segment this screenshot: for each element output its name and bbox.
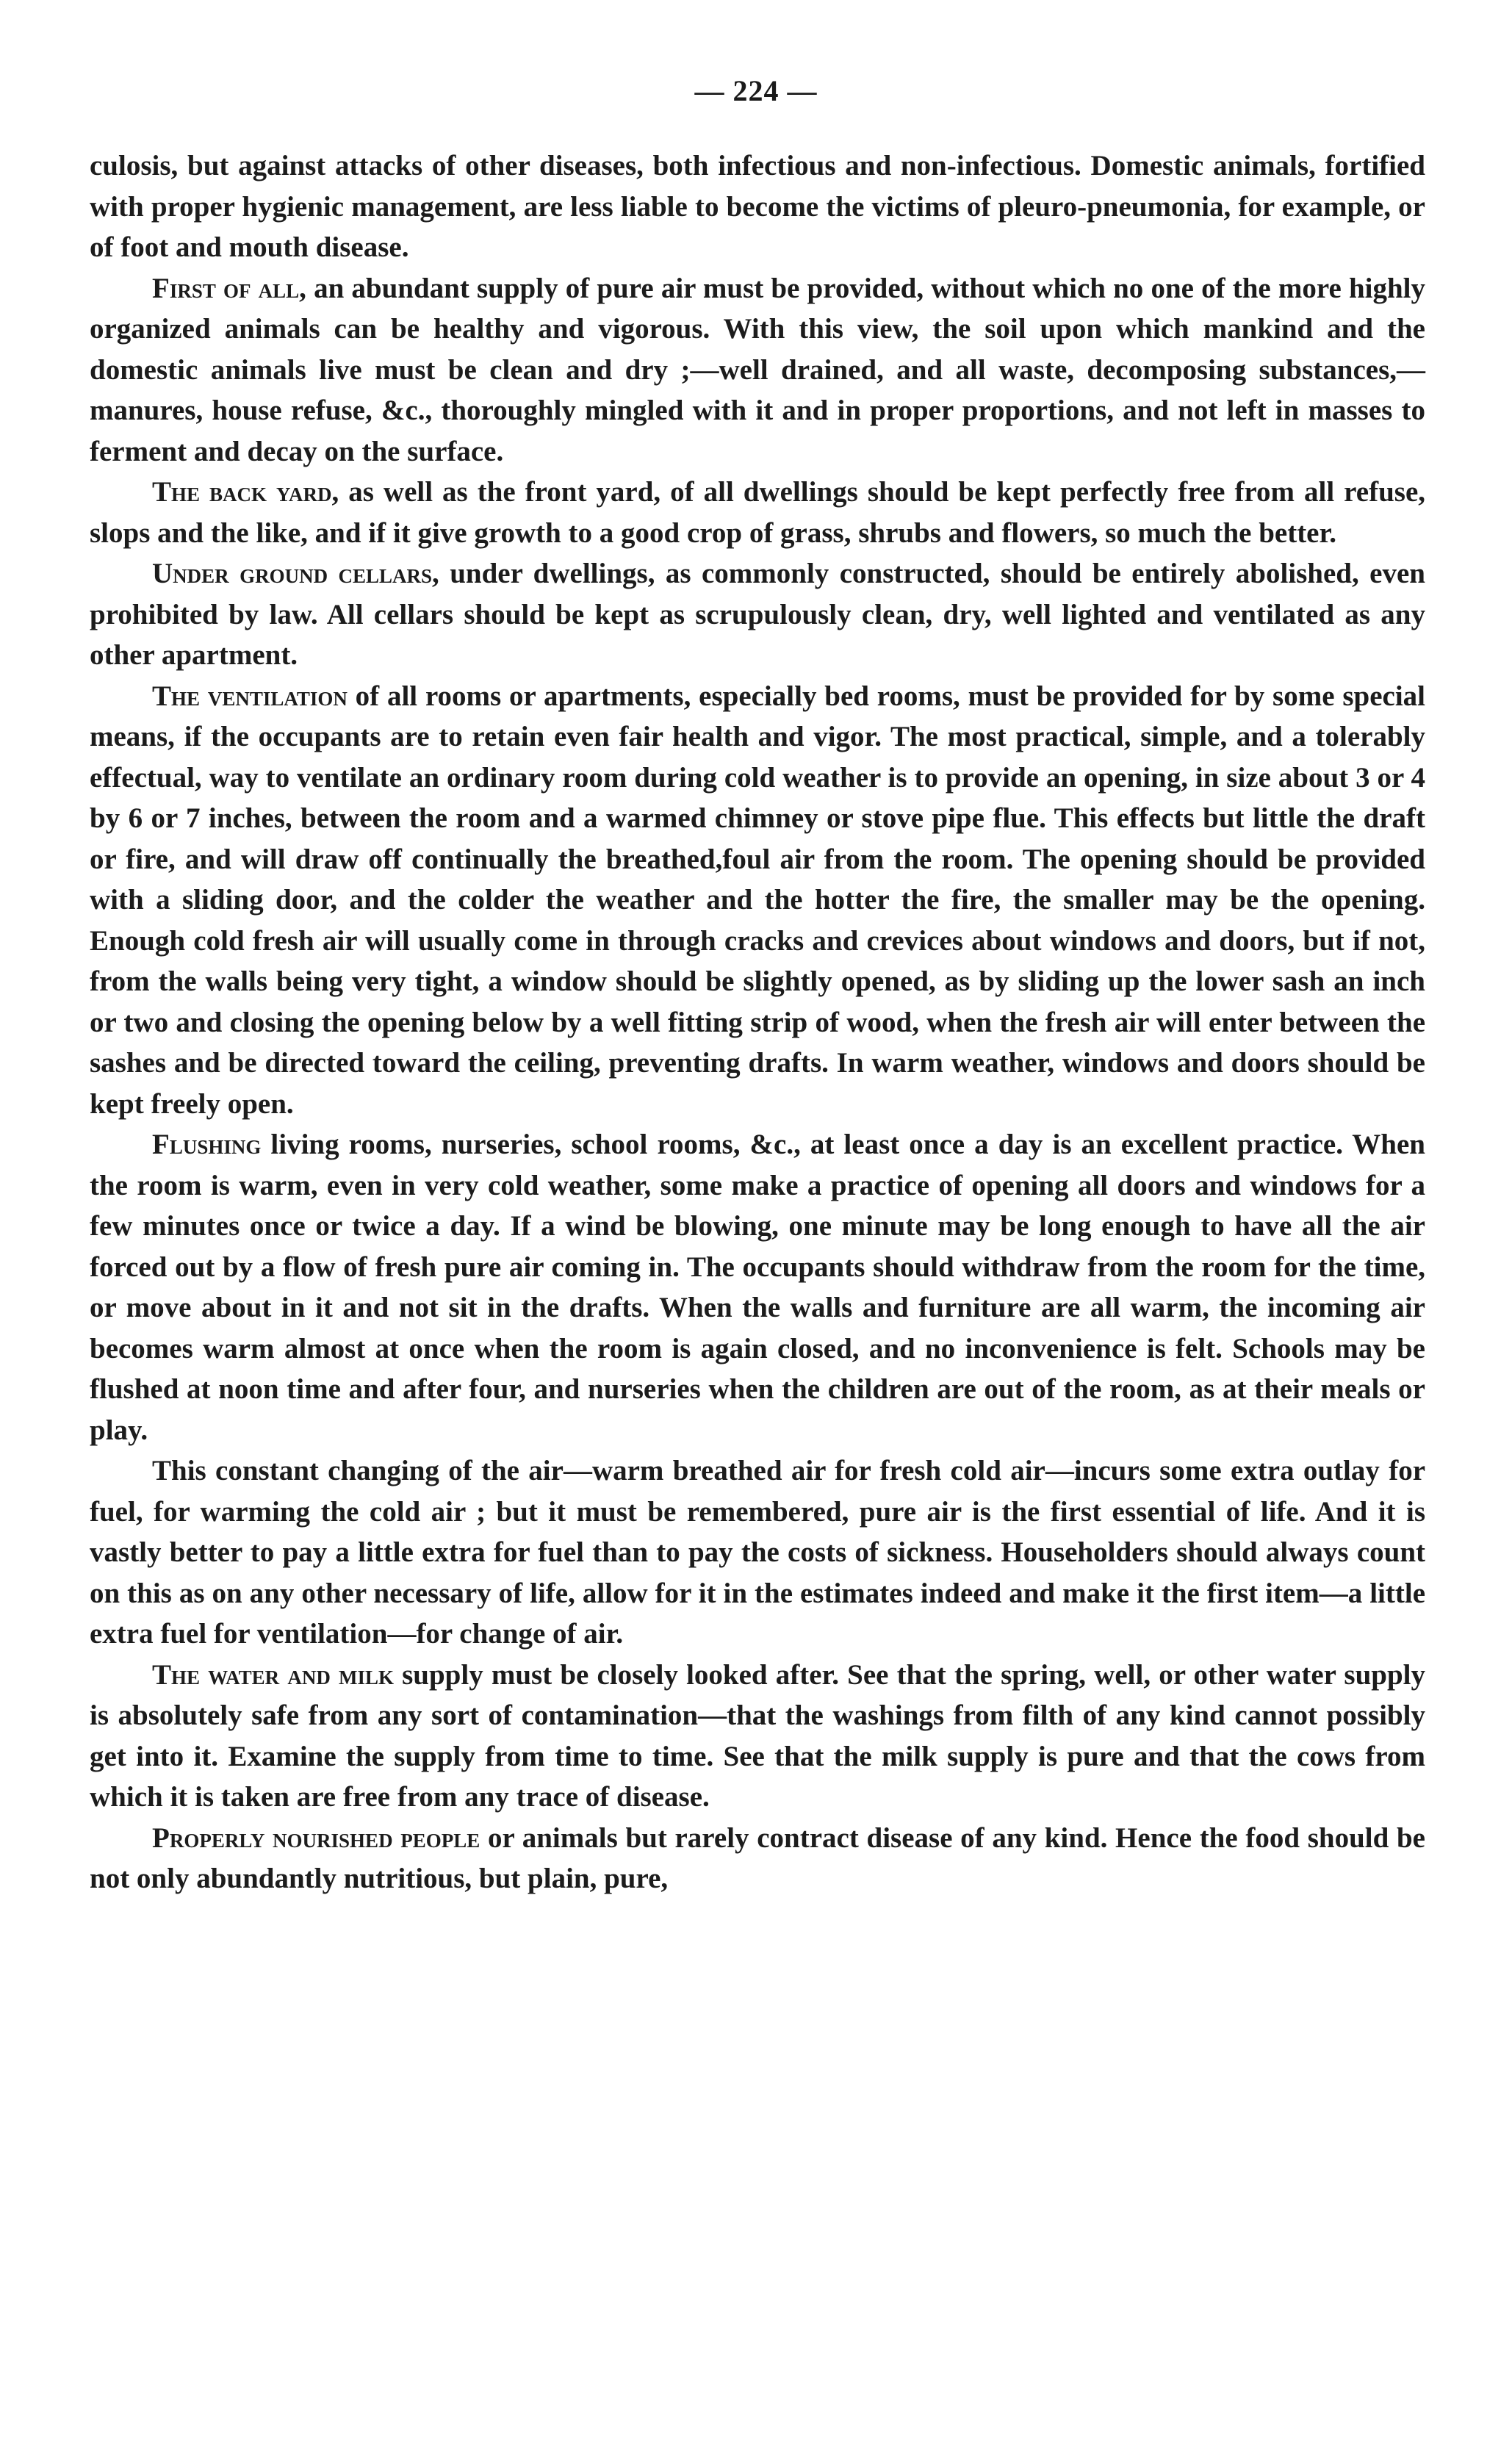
paragraph-text: an abundant supply of pure air must be provided, without which no one of the more highly organized animals can be healthy and vigorous. With this view, the soil upon which mankind and the domestic animals live must be clean and dry ;—well drained, and all waste, decomposing substances,—manures, house refuse, &c., thoroughly mingled with it and in proper proportions, and not left in masses to ferment and decay on the surface.: [90, 272, 1425, 467]
paragraph-text: supply must be closely looked after. See that the spring, well, or other water supply is absolutely safe from any sort of contamination—that the washings from filth of any kind cannot possibly get into it. Examine the supply from time to time. See that the milk supply is pure and that the cows from which it is taken are free from any trace of disease.: [90, 1658, 1425, 1813]
paragraph-text: under dwellings, as commonly constructed, should be entirely abolished, even prohibited by law. All cellars should be kept as scrupulously clean, dry, well lighted and ventilated as any other apartment.: [90, 558, 1425, 671]
paragraph-lead: The back yard,: [152, 476, 339, 508]
paragraph-text: or animals but rarely contract disease of any kind. Hence the food should be not only abundantly nutritious, but plain, pure,: [90, 1822, 1425, 1894]
paragraph-ventilation: [90, 676, 1425, 1125]
paragraph-air-changing: [90, 1450, 1425, 1655]
paragraph-text: as well as the front yard, of all dwellings should be kept perfectly free from all refuse, slops and the like, and if it give growth to a good crop of grass, shrubs and flowers, so much the better.: [90, 476, 1425, 549]
paragraph-text: living rooms, nurseries, school rooms, &c., at least once a day is an excellent practice. When the room is warm, even in very cold weather, some make a practice of opening all doors and windows for a few minutes once or twice a day. If a wind be blowing, one minute may be long enough to have all the air forced out by a flow of fresh pure air coming in. The occupants should withdraw from the room for the time, or move about in it and not sit in the drafts. When the walls and furniture are all warm, the incoming air becomes warm almost at once when the room is again closed, and no inconvenience is felt. Schools may be flushed at noon time and after four, and nurseries when the children are out of the room, as at their meals or play.: [90, 1129, 1425, 1446]
paragraph-text: This constant changing of the air—warm breathed air for fresh cold air—incurs some extra outlay for fuel, for warming the cold air ; but it must be remembered, pure air is the first essential of life. And it is vastly better to pay a little extra for fuel than to pay the costs of sickness. Householders should always count on this as on any other necessary of life, allow for it in the estimates indeed and make it the first item—a little extra fuel for ventilation—for change of air.: [90, 1455, 1425, 1650]
paragraph-lead: Under ground cellars,: [152, 558, 439, 589]
paragraph-text: culosis, but against attacks of other diseases, both infectious and non-infectious. Domestic animals, fortified with proper hygienic management, are less liable to become the victims of pleuro-pneumonia, for example, or of foot and mouth disease.: [90, 150, 1425, 263]
paragraph-lead: First of all,: [152, 272, 306, 304]
paragraph-cellars: [90, 553, 1425, 676]
paragraph-continuation: [90, 145, 1425, 268]
paragraph-lead: The ventilation: [152, 680, 348, 712]
paragraph-flushing: [90, 1124, 1425, 1450]
paragraph-nourished: [90, 1818, 1425, 1899]
paragraph-text: of all rooms or apartments, especially bed rooms, must be provided for by some special means, if the occupants are to retain even fair health and vigor. The most practical, simple, and a tolerably effectual, way to ventilate an ordinary room during cold weather is to provide an opening, in size about 3 or 4 by 6 or 7 inches, between the room and a warmed chimney or stove pipe flue. This effects but little the draft or fire, and will draw off continually the breathed,foul air from the room. The opening should be provided with a sliding door, and the colder the weather and the hotter the fire, the smaller may be the opening. Enough cold fresh air will usually come in through cracks and crevices about windows and doors, but if not, from the walls being very tight, a window should be slightly opened, as by sliding up the lower sash an inch or two and closing the opening below by a well fitting strip of wood, when the fresh air will enter between the sashes and be directed toward the ceiling, preventing drafts. In warm weather, windows and doors should be kept freely open.: [90, 680, 1425, 1120]
paragraph-lead: The water and milk: [152, 1658, 394, 1691]
paragraph-lead: Properly nourished people: [152, 1822, 480, 1854]
paragraph-lead: Flushing: [152, 1129, 262, 1160]
paragraph-water-milk: [90, 1655, 1425, 1818]
body-text: [90, 145, 1425, 1899]
page-number: — 224 —: [694, 74, 818, 107]
paragraph-pure-air: [90, 268, 1425, 472]
paragraph-back-yard: [90, 472, 1425, 553]
